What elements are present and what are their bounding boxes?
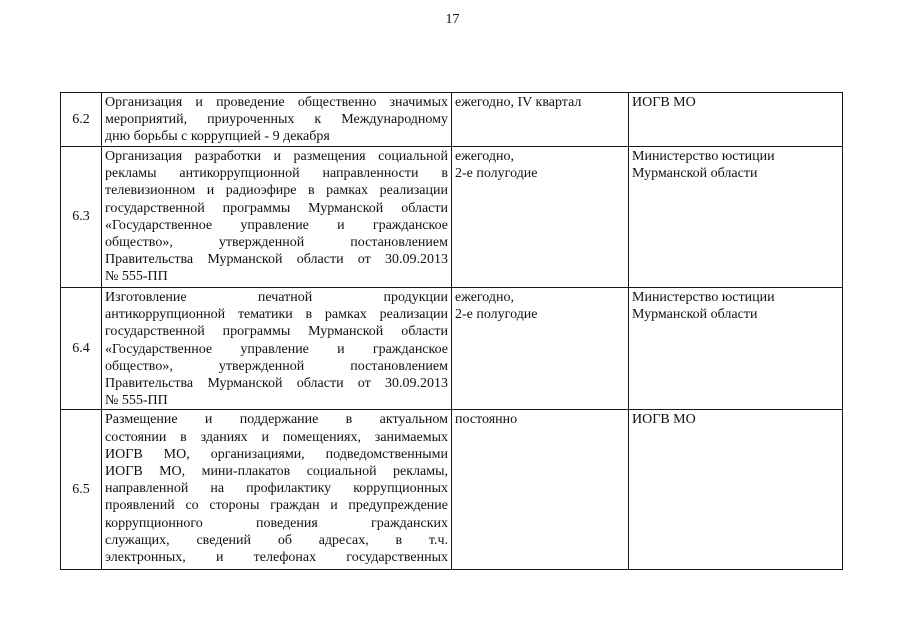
action-text-line: электронных, и телефонах государственных xyxy=(105,550,448,566)
action-text-line: государственной программы Мурманской области xyxy=(105,200,448,216)
action-text-line: телевизионном и радиоэфире в рамках реализации xyxy=(105,183,448,199)
action-text-line: № 555-ПП xyxy=(105,269,168,285)
action-text-line: коррупционного поведения гражданских xyxy=(105,515,448,531)
action-text-line: ИОГВ МО, организациями, подведомственными xyxy=(105,446,448,462)
action-cell xyxy=(102,410,452,570)
action-text-line: Организация разработки и размещения социальной xyxy=(105,149,448,164)
responsible-text-line: ИОГВ МО xyxy=(632,412,696,428)
responsible-text-line: ИОГВ МО xyxy=(632,95,696,110)
action-text-line: общество», утвержденной постановлением xyxy=(105,358,448,374)
action-text-line: направленной на профилактику коррупционных xyxy=(105,481,448,497)
item-number: 6.4 xyxy=(61,288,102,410)
action-cell xyxy=(102,288,452,410)
responsible-cell xyxy=(629,147,843,288)
action-text-line: государственной программы Мурманской области xyxy=(105,324,448,340)
responsible-text-line: Мурманской области xyxy=(632,307,758,323)
table-row xyxy=(61,147,843,288)
action-text-line: рекламы антикоррупционной направленности в xyxy=(105,166,448,182)
table-row xyxy=(61,288,843,410)
table-row xyxy=(61,93,843,147)
action-text-line: Правительства Мурманской области от 30.09.2013 xyxy=(105,376,448,392)
action-text-line: «Государственное управление и гражданское xyxy=(105,217,448,233)
responsible-text-line: Министерство юстиции xyxy=(632,149,775,164)
action-text-line: общество», утвержденной постановлением xyxy=(105,235,448,251)
term-text-line: ежегодно, xyxy=(455,149,515,164)
responsible-cell xyxy=(629,93,843,147)
item-number: 6.3 xyxy=(61,147,102,288)
action-text-line: Размещение и поддержание в актуальном xyxy=(105,412,448,428)
responsible-cell xyxy=(629,288,843,410)
table-row xyxy=(61,410,843,570)
term-text-line: ежегодно, IV квартал xyxy=(455,95,582,110)
action-text-line: антикоррупционной тематики в рамках реализации xyxy=(105,307,448,323)
action-text-line: «Государственное управление и гражданское xyxy=(105,341,448,357)
action-cell xyxy=(102,147,452,288)
action-text-line: мероприятий, приуроченных к Международному xyxy=(105,112,448,128)
action-text-line: проявлений со стороны граждан и предупреждение xyxy=(105,498,448,514)
action-text-line: № 555-ПП xyxy=(105,393,168,409)
action-text-line: дню борьбы с коррупцией - 9 декабря xyxy=(105,129,330,145)
term-cell xyxy=(452,410,629,570)
action-text-line: Организация и проведение общественно значимых xyxy=(105,95,448,110)
term-cell xyxy=(452,147,629,288)
item-number: 6.5 xyxy=(61,410,102,570)
responsible-cell xyxy=(629,410,843,570)
measures-table xyxy=(60,92,843,570)
action-text-line: Изготовление печатной продукции xyxy=(105,290,448,305)
responsible-text-line: Мурманской области xyxy=(632,166,758,182)
action-text-line: служащих, сведений об адресах, в т.ч. xyxy=(105,532,448,548)
term-cell xyxy=(452,93,629,147)
item-number: 6.2 xyxy=(61,93,102,147)
action-text-line: Правительства Мурманской области от 30.09.2013 xyxy=(105,252,448,268)
page-number: 17 xyxy=(445,12,460,27)
action-cell xyxy=(102,93,452,147)
term-text-line: постоянно xyxy=(455,412,518,428)
action-text-line: ИОГВ МО, мини-плакатов социальной рекламы, xyxy=(105,464,448,480)
term-text-line: 2-е полугодие xyxy=(455,166,538,182)
responsible-text-line: Министерство юстиции xyxy=(632,290,775,305)
term-text-line: 2-е полугодие xyxy=(455,307,538,323)
action-text-line: состоянии в зданиях и помещениях, занимаемых xyxy=(105,429,448,445)
term-text-line: ежегодно, xyxy=(455,290,515,305)
term-cell xyxy=(452,288,629,410)
